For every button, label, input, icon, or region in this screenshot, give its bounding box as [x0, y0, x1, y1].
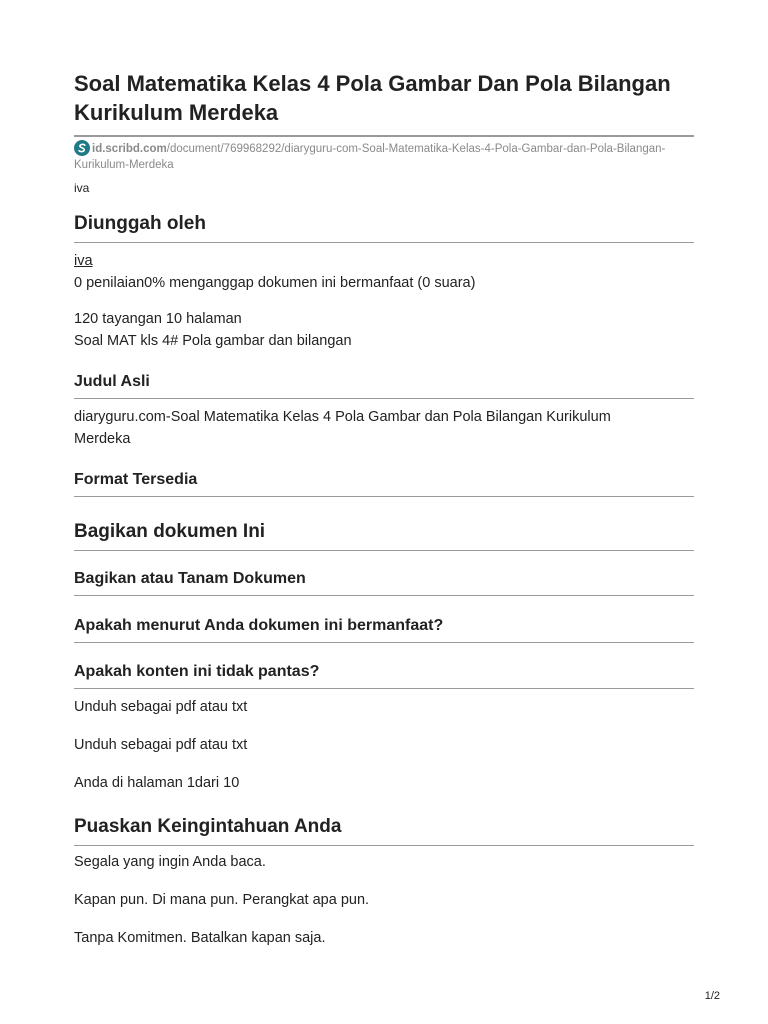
embed-heading[interactable]: Bagikan atau Tanam Dokumen: [74, 569, 694, 596]
source-domain[interactable]: id.scribd.com: [92, 143, 167, 155]
page-title: Soal Matematika Kelas 4 Pola Gambar Dan Pola Bilangan Kurikulum Merdeka: [74, 71, 671, 125]
curiosity-line-3: Tanpa Komitmen. Batalkan kapan saja.: [74, 930, 326, 946]
original-title-text: diaryguru.com-Soal Matematika Kelas 4 Pola Gambar dan Pola Bilangan Kurikulum Merdeka: [74, 409, 611, 447]
views-pages-text: 120 tayangan 10 halaman: [74, 311, 242, 327]
useful-heading[interactable]: Apakah menurut Anda dokumen ini bermanfaat?: [74, 616, 694, 643]
source-url[interactable]: [74, 140, 674, 173]
byline: iva: [74, 181, 90, 195]
page-number: 1/2: [704, 990, 720, 1002]
section-heading-curiosity: Puaskan Keingintahuan Anda: [74, 815, 694, 846]
inappropriate-heading[interactable]: Apakah konten ini tidak pantas?: [74, 662, 694, 689]
section-heading-formats: Format Tersedia: [74, 470, 694, 497]
title-divider: [74, 135, 694, 137]
section-heading-share: Bagikan dokumen Ini: [74, 520, 694, 551]
source-path[interactable]: /document/769968292/diaryguru-com-Soal-Matematika-Kelas-4-Pola-Gambar-dan-Pola-Bilangan-Kurikulum-Merdeka: [74, 143, 666, 171]
download-link-2[interactable]: Unduh sebagai pdf atau txt: [74, 737, 248, 753]
page-position-text: Anda di halaman 1dari 10: [74, 775, 240, 791]
download-link-1[interactable]: Unduh sebagai pdf atau txt: [74, 699, 248, 715]
uploader-link[interactable]: iva: [74, 253, 93, 269]
curiosity-line-1: Segala yang ingin Anda baca.: [74, 854, 266, 870]
section-heading-uploaded: Diunggah oleh: [74, 212, 694, 243]
description-text: Soal MAT kls 4# Pola gambar dan bilangan: [74, 333, 352, 349]
section-heading-original-title: Judul Asli: [74, 372, 694, 399]
curiosity-line-2: Kapan pun. Di mana pun. Perangkat apa pun.: [74, 892, 370, 908]
rating-text: 0 penilaian0% menganggap dokumen ini bermanfaat (0 suara): [74, 275, 476, 291]
scribd-logo-icon: [74, 140, 90, 156]
